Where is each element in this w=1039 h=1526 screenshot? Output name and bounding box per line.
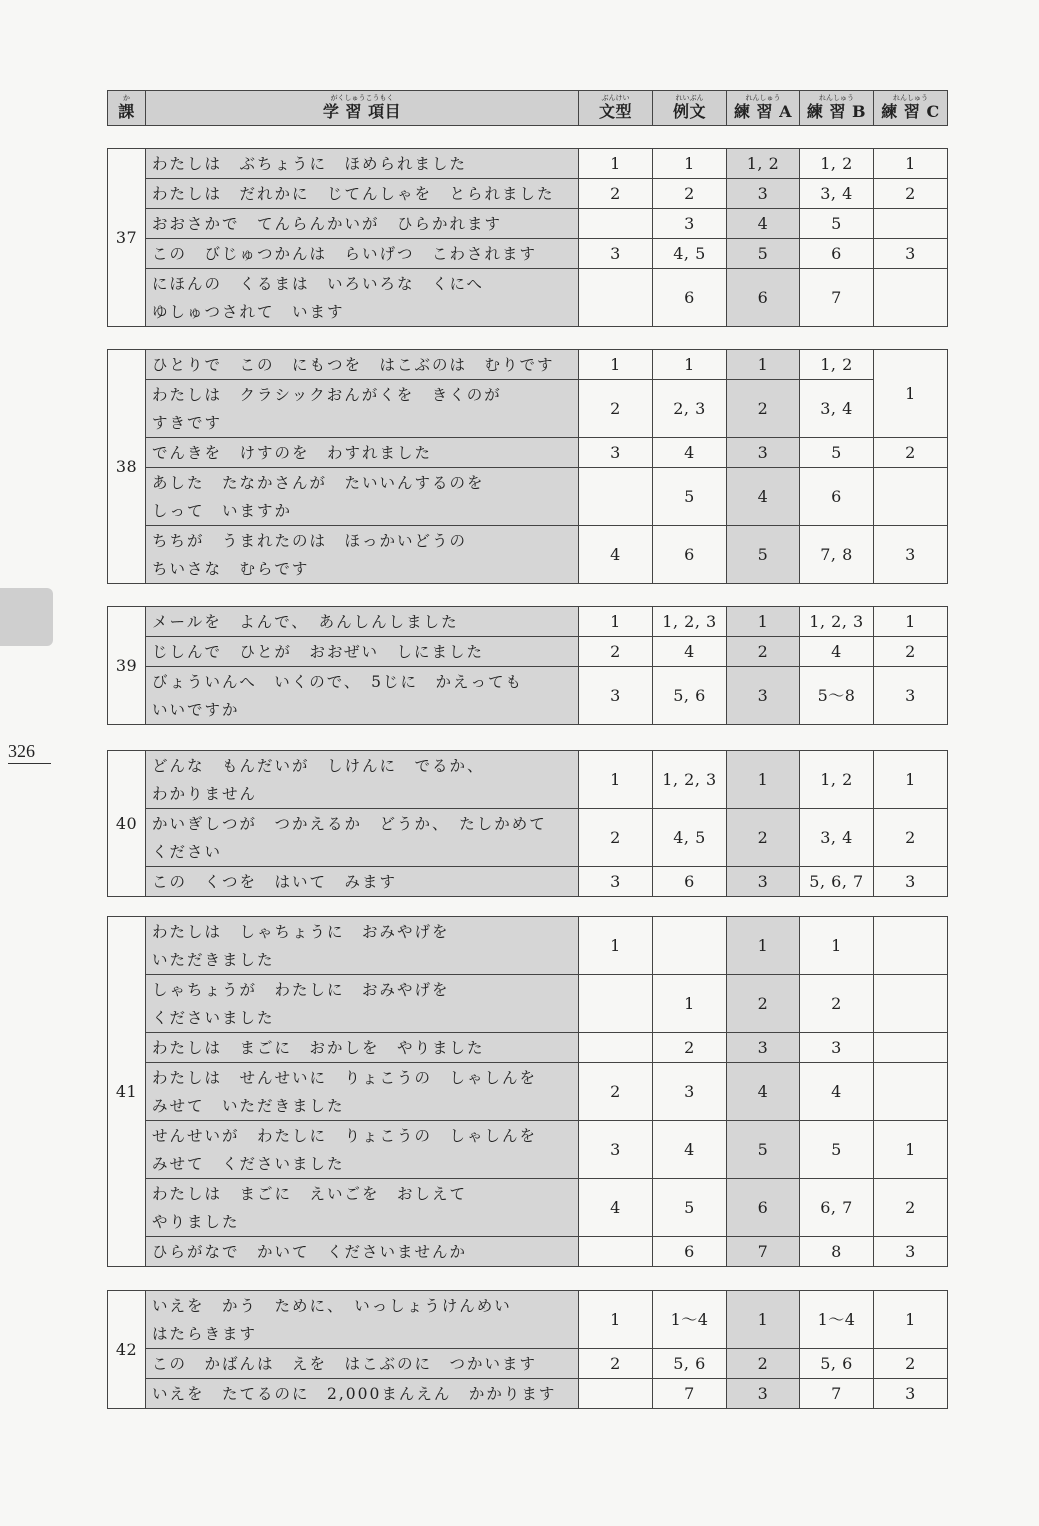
- renshu-c-cell: 1: [874, 149, 948, 179]
- header-lesson-label: 課: [118, 102, 135, 121]
- study-item: [146, 1237, 579, 1267]
- bunkei-cell: [579, 1033, 653, 1063]
- renshu-a-cell: 4: [727, 1063, 800, 1121]
- renshu-b-cell: 3, 4: [800, 179, 874, 209]
- reibun-cell: 1: [653, 149, 727, 179]
- table-row: [108, 269, 948, 327]
- table-row: [108, 751, 948, 809]
- table-row: [108, 607, 948, 637]
- bunkei-cell: [579, 975, 653, 1033]
- reibun-cell: 6: [653, 867, 727, 897]
- study-item-line: じしんで ひとが おおぜい しにました: [152, 642, 485, 661]
- header-item-label: 学 習 項目: [322, 102, 402, 121]
- reibun-cell: 3: [653, 209, 727, 239]
- bunkei-cell: 1: [579, 917, 653, 975]
- lesson-number: 37: [108, 149, 146, 327]
- renshu-a-cell: 2: [727, 809, 800, 867]
- bunkei-cell: 4: [579, 1179, 653, 1237]
- reibun-cell: 5: [653, 468, 727, 526]
- renshu-b-cell: 7: [800, 269, 874, 327]
- reibun-cell: 2: [653, 1033, 727, 1063]
- reibun-cell: [653, 917, 727, 975]
- renshu-c-cell: 1: [874, 607, 948, 637]
- reibun-cell: 1, 2, 3: [653, 607, 727, 637]
- reibun-cell: 1: [653, 975, 727, 1033]
- lesson-table-38: [107, 349, 948, 584]
- table-row: [108, 1063, 948, 1121]
- renshu-c-cell: 1: [874, 1291, 948, 1349]
- header-reibun-label: 例文: [672, 102, 706, 121]
- renshu-a-cell: 3: [727, 867, 800, 897]
- reibun-cell: 5, 6: [653, 1349, 727, 1379]
- header-renshu-b: [800, 91, 874, 126]
- study-item: [146, 975, 579, 1033]
- renshu-c-cell: 2: [874, 1179, 948, 1237]
- lesson-table-42: [107, 1290, 948, 1409]
- study-item-line: せんせいが わたしに りょこうの しゃしんを: [152, 1126, 538, 1145]
- reibun-cell: 1: [653, 350, 727, 380]
- renshu-a-cell: 2: [727, 637, 800, 667]
- renshu-a-cell: 4: [727, 468, 800, 526]
- renshu-a-cell: 5: [727, 239, 800, 269]
- table-row: [108, 149, 948, 179]
- renshu-c-cell: [874, 269, 948, 327]
- reibun-cell: 6: [653, 269, 727, 327]
- renshu-c-cell: 1: [874, 350, 948, 438]
- lesson-table-40: [107, 750, 948, 897]
- renshu-c-cell: [874, 1063, 948, 1121]
- table-row: [108, 1121, 948, 1179]
- bunkei-cell: 2: [579, 179, 653, 209]
- table-row: [108, 1179, 948, 1237]
- study-item-line: メールを よんで、 あんしんしました: [152, 612, 459, 631]
- lesson-number: 38: [108, 350, 146, 584]
- bunkei-cell: 2: [579, 809, 653, 867]
- table-row: [108, 438, 948, 468]
- table-row: [108, 1379, 948, 1409]
- study-item-line: ゆしゅつされて います: [152, 302, 345, 321]
- study-item-line: この くつを はいて みます: [152, 872, 398, 891]
- renshu-c-cell: 3: [874, 1379, 948, 1409]
- reibun-cell: 2, 3: [653, 380, 727, 438]
- renshu-a-cell: 6: [727, 1179, 800, 1237]
- lesson-number: 42: [108, 1291, 146, 1409]
- bunkei-cell: 1: [579, 350, 653, 380]
- reibun-cell: 3: [653, 1063, 727, 1121]
- study-item: [146, 607, 579, 637]
- bunkei-cell: 1: [579, 149, 653, 179]
- study-item-line: いえを たてるのに 2,000まんえん かかります: [152, 1384, 557, 1403]
- renshu-b-cell: 5: [800, 209, 874, 239]
- renshu-a-cell: 3: [727, 1379, 800, 1409]
- renshu-c-cell: [874, 1033, 948, 1063]
- study-item-line: いえを かう ために、 いっしょうけんめい: [152, 1296, 512, 1315]
- header-bunkei-label: 文型: [598, 102, 632, 121]
- renshu-c-cell: 3: [874, 526, 948, 584]
- renshu-a-cell: 4: [727, 209, 800, 239]
- renshu-b-cell: 7, 8: [800, 526, 874, 584]
- study-item: [146, 1121, 579, 1179]
- reibun-cell: 1, 2, 3: [653, 751, 727, 809]
- study-item: [146, 1033, 579, 1063]
- study-item-line: どんな もんだいが しけんに でるか、: [152, 756, 485, 775]
- header-item: [146, 91, 579, 126]
- renshu-b-cell: 8: [800, 1237, 874, 1267]
- header-renshu-a-label: 練 習 A: [733, 102, 793, 121]
- bunkei-cell: 3: [579, 867, 653, 897]
- renshu-b-cell: 5, 6, 7: [800, 867, 874, 897]
- renshu-b-cell: 6, 7: [800, 1179, 874, 1237]
- table-row: [108, 179, 948, 209]
- study-item: [146, 1379, 579, 1409]
- renshu-b-cell: 4: [800, 637, 874, 667]
- renshu-c-cell: 3: [874, 239, 948, 269]
- study-item: [146, 867, 579, 897]
- renshu-b-cell: 3, 4: [800, 809, 874, 867]
- header-renshu-c-ruby: れんしゅう: [893, 94, 928, 102]
- reibun-cell: 6: [653, 1237, 727, 1267]
- study-item-line: わたしは せんせいに りょこうの しゃしんを: [152, 1068, 538, 1087]
- renshu-c-cell: [874, 209, 948, 239]
- lesson-table-41: [107, 916, 948, 1267]
- bunkei-cell: [579, 1237, 653, 1267]
- header-lesson-ruby: か: [123, 94, 130, 102]
- header-row: [108, 91, 948, 126]
- reibun-cell: 4: [653, 1121, 727, 1179]
- reibun-cell: 7: [653, 1379, 727, 1409]
- renshu-a-cell: 3: [727, 438, 800, 468]
- reibun-cell: 2: [653, 179, 727, 209]
- study-item-line: わたしは しゃちょうに おみやげを: [152, 922, 450, 941]
- bunkei-cell: 1: [579, 751, 653, 809]
- bunkei-cell: 3: [579, 438, 653, 468]
- bunkei-cell: 2: [579, 1349, 653, 1379]
- study-item: [146, 269, 579, 327]
- study-item-line: ください: [152, 842, 223, 861]
- table-row: [108, 867, 948, 897]
- header-bunkei: [579, 91, 653, 126]
- renshu-b-cell: 2: [800, 975, 874, 1033]
- renshu-c-cell: 2: [874, 809, 948, 867]
- study-item: [146, 380, 579, 438]
- renshu-b-cell: 3, 4: [800, 380, 874, 438]
- table-row: [108, 1033, 948, 1063]
- study-item-line: はたらきます: [152, 1324, 258, 1343]
- renshu-a-cell: 1: [727, 751, 800, 809]
- renshu-c-cell: 1: [874, 1121, 948, 1179]
- study-item: [146, 179, 579, 209]
- study-item-line: いいですか: [152, 700, 240, 719]
- renshu-a-cell: 1: [727, 1291, 800, 1349]
- renshu-b-cell: 5〜8: [800, 667, 874, 725]
- study-item-line: わたしは クラシックおんがくを きくのが: [152, 385, 502, 404]
- renshu-c-cell: [874, 468, 948, 526]
- lesson-number: 41: [108, 917, 146, 1267]
- reibun-cell: 4, 5: [653, 239, 727, 269]
- renshu-c-cell: 3: [874, 667, 948, 725]
- renshu-c-cell: 2: [874, 438, 948, 468]
- study-item: [146, 1349, 579, 1379]
- study-item-line: すきです: [152, 413, 223, 432]
- study-item-line: にほんの くるまは いろいろな くにへ: [152, 274, 484, 293]
- study-item: [146, 438, 579, 468]
- lesson-table-39: [107, 606, 948, 725]
- header-renshu-a: [727, 91, 800, 126]
- table-row: [108, 468, 948, 526]
- study-item-line: やりました: [152, 1212, 240, 1231]
- study-item-line: この かばんは えを はこぶのに つかいます: [152, 1354, 538, 1373]
- study-item: [146, 468, 579, 526]
- renshu-a-cell: 5: [727, 1121, 800, 1179]
- study-item-line: かいぎしつが つかえるか どうか、 たしかめて: [152, 814, 547, 833]
- reibun-cell: 5, 6: [653, 667, 727, 725]
- study-item-line: おおさかで てんらんかいが ひらかれます: [152, 214, 503, 233]
- study-item-line: この びじゅつかんは らいげつ こわされます: [152, 244, 538, 263]
- lesson-number: 40: [108, 751, 146, 897]
- table-row: [108, 637, 948, 667]
- renshu-b-cell: 6: [800, 468, 874, 526]
- reibun-cell: 1〜4: [653, 1291, 727, 1349]
- table-row: [108, 526, 948, 584]
- renshu-b-cell: 5: [800, 438, 874, 468]
- bunkei-cell: [579, 269, 653, 327]
- renshu-c-cell: 2: [874, 637, 948, 667]
- study-item-line: ひらがなで かいて くださいませんか: [152, 1242, 468, 1261]
- renshu-a-cell: 3: [727, 179, 800, 209]
- renshu-a-cell: 1: [727, 917, 800, 975]
- header-reibun-ruby: れいぶん: [675, 94, 704, 102]
- renshu-c-cell: 2: [874, 179, 948, 209]
- bunkei-cell: 2: [579, 1063, 653, 1121]
- reibun-cell: 4, 5: [653, 809, 727, 867]
- reibun-cell: 4: [653, 637, 727, 667]
- bunkei-cell: 1: [579, 1291, 653, 1349]
- study-item-line: いただきました: [152, 950, 275, 969]
- study-item: [146, 209, 579, 239]
- header-lesson: [108, 91, 146, 126]
- study-item: [146, 526, 579, 584]
- bunkei-cell: [579, 1379, 653, 1409]
- renshu-a-cell: 2: [727, 1349, 800, 1379]
- study-item: [146, 149, 579, 179]
- renshu-b-cell: 1: [800, 917, 874, 975]
- header-renshu-b-label: 練 習 B: [806, 102, 867, 121]
- study-item-line: びょういんへ いくので、 5じに かえっても: [152, 672, 523, 691]
- study-item-line: しゃちょうが わたしに おみやげを: [152, 980, 450, 999]
- renshu-b-cell: 7: [800, 1379, 874, 1409]
- lesson-table-37: [107, 148, 948, 327]
- renshu-b-cell: 1, 2, 3: [800, 607, 874, 637]
- header-renshu-c-label: 練 習 C: [881, 102, 940, 121]
- study-item: [146, 1291, 579, 1349]
- renshu-b-cell: 6: [800, 239, 874, 269]
- renshu-a-cell: 2: [727, 975, 800, 1033]
- lesson-number: 39: [108, 607, 146, 725]
- renshu-a-cell: 1, 2: [727, 149, 800, 179]
- study-item-line: わたしは だれかに じてんしゃを とられました: [152, 184, 555, 203]
- renshu-a-cell: 3: [727, 667, 800, 725]
- header-renshu-b-ruby: れんしゅう: [819, 94, 854, 102]
- bunkei-cell: 2: [579, 637, 653, 667]
- renshu-a-cell: 6: [727, 269, 800, 327]
- renshu-c-cell: 3: [874, 867, 948, 897]
- renshu-c-cell: [874, 975, 948, 1033]
- study-item: [146, 350, 579, 380]
- renshu-a-cell: 1: [727, 350, 800, 380]
- study-item: [146, 637, 579, 667]
- reibun-cell: 4: [653, 438, 727, 468]
- study-item: [146, 917, 579, 975]
- table-row: [108, 350, 948, 380]
- page-number: 326: [8, 741, 51, 764]
- table-row: [108, 209, 948, 239]
- bunkei-cell: 4: [579, 526, 653, 584]
- renshu-b-cell: 1〜4: [800, 1291, 874, 1349]
- table-row: [108, 809, 948, 867]
- renshu-a-cell: 1: [727, 607, 800, 637]
- table-row: [108, 975, 948, 1033]
- bunkei-cell: 3: [579, 1121, 653, 1179]
- bunkei-cell: 2: [579, 380, 653, 438]
- study-item-line: ちいさな むらです: [152, 559, 310, 578]
- header-table: [107, 90, 948, 126]
- header-renshu-a-ruby: れんしゅう: [745, 94, 781, 102]
- reibun-cell: 5: [653, 1179, 727, 1237]
- study-item: [146, 1179, 579, 1237]
- header-renshu-c: [874, 91, 948, 126]
- renshu-c-cell: 2: [874, 1349, 948, 1379]
- study-item-line: しって いますか: [152, 501, 293, 520]
- renshu-b-cell: 1, 2: [800, 149, 874, 179]
- table-row: [108, 667, 948, 725]
- study-item-line: みせて いただきました: [152, 1096, 345, 1115]
- reibun-cell: 6: [653, 526, 727, 584]
- study-item-line: わかりません: [152, 784, 258, 803]
- bunkei-cell: 3: [579, 667, 653, 725]
- study-item-line: みせて くださいました: [152, 1154, 345, 1173]
- renshu-b-cell: 5, 6: [800, 1349, 874, 1379]
- renshu-a-cell: 5: [727, 526, 800, 584]
- renshu-a-cell: 7: [727, 1237, 800, 1267]
- study-item-line: くださいました: [152, 1008, 275, 1027]
- renshu-a-cell: 3: [727, 1033, 800, 1063]
- table-row: [108, 239, 948, 269]
- study-item: [146, 751, 579, 809]
- header-bunkei-ruby: ぶんけい: [601, 94, 630, 102]
- renshu-c-cell: 1: [874, 751, 948, 809]
- study-item: [146, 809, 579, 867]
- study-item-line: わたしは ぶちょうに ほめられました: [152, 154, 468, 173]
- study-item: [146, 667, 579, 725]
- bunkei-cell: 3: [579, 239, 653, 269]
- bunkei-cell: [579, 468, 653, 526]
- table-row: [108, 917, 948, 975]
- study-item: [146, 1063, 579, 1121]
- table-row: [108, 1291, 948, 1349]
- renshu-b-cell: 4: [800, 1063, 874, 1121]
- renshu-b-cell: 1, 2: [800, 350, 874, 380]
- study-item-line: わたしは まごに おかしを やりました: [152, 1038, 485, 1057]
- renshu-b-cell: 1, 2: [800, 751, 874, 809]
- renshu-a-cell: 2: [727, 380, 800, 438]
- page-edge-tab: [0, 588, 53, 646]
- study-item-line: あした たなかさんが たいいんするのを: [152, 473, 485, 492]
- study-item-line: わたしは まごに えいごを おしえて: [152, 1184, 468, 1203]
- table-row: [108, 1349, 948, 1379]
- bunkei-cell: [579, 209, 653, 239]
- study-item: [146, 239, 579, 269]
- renshu-b-cell: 5: [800, 1121, 874, 1179]
- table-row: [108, 1237, 948, 1267]
- renshu-b-cell: 3: [800, 1033, 874, 1063]
- header-reibun: [653, 91, 727, 126]
- study-item-line: でんきを けすのを わすれました: [152, 443, 433, 462]
- bunkei-cell: 1: [579, 607, 653, 637]
- renshu-c-cell: 3: [874, 1237, 948, 1267]
- study-item-line: ひとりで この にもつを はこぶのは むりです: [152, 355, 555, 374]
- table-row: [108, 380, 948, 438]
- study-item-line: ちちが うまれたのは ほっかいどうの: [152, 531, 468, 550]
- header-item-ruby: がくしゅうこうもく: [330, 94, 394, 102]
- renshu-c-cell: [874, 917, 948, 975]
